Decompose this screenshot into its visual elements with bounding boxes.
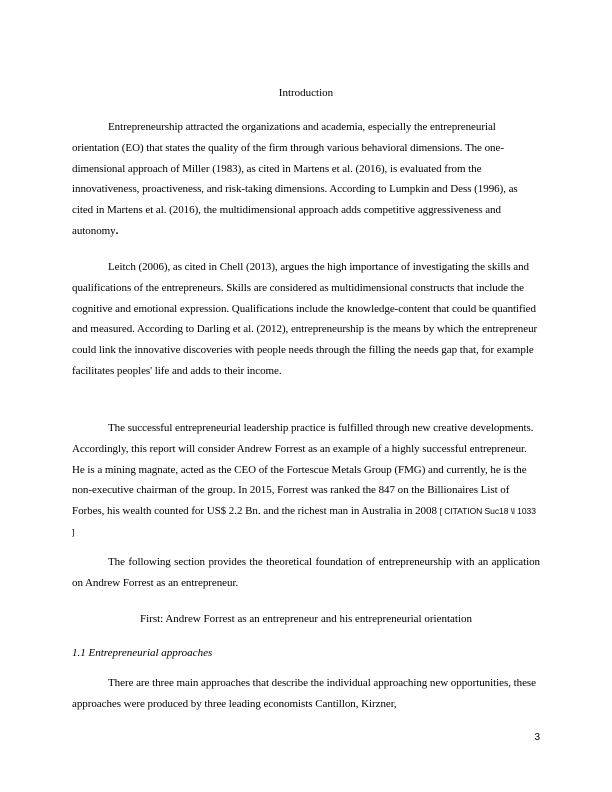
subheading-first: First: Andrew Forrest as an entrepreneur and his entrepreneurial orientation xyxy=(139,613,473,625)
paragraph-following-section-text: The following section provides the theoretical foundation of entrepreneurship with an application on Andrew Forrest as an entrepreneur. xyxy=(72,556,540,589)
paragraph-entrepreneurship-period: . xyxy=(115,224,119,237)
citation-field[interactable]: [ CITATION Suc18 \l 1033 ] xyxy=(72,506,536,537)
paragraph-forrest-text: The successful entrepreneurial leadership practice is fulfilled through new creative developments. Accordingly, this report will consider Andrew Forrest as an example of a highly successful entrepreneur. He is a mining magnate, acted as the CEO of the Fortescue Metals Group (FMG) and currently, he is the non-executive chairman of the group. In 2015, Forrest was ranked the 847 on the Billionaires List of Forbes, his wealth counted for US$ 2.2 Bn. and the richest man in Australia in 2008 xyxy=(72,422,534,518)
paragraph-leitch xyxy=(72,257,540,382)
paragraph-entrepreneurship xyxy=(72,117,540,242)
paragraph-leitch-text: Leitch (2006), as cited in Chell (2013), argues the high importance of investigating the skills and qualifications of the entrepreneurs. Skills are considered as multidimensional constructs that include the cognitive and emotional expression. Qualifications include the knowledge-content that could be quantified and measured. According to Darling et al. (2012), entrepreneurship is the means by which the entrepreneur could link the innovative discoveries with people needs through the filling the needs gap that, for example facilitates peoples' life and adds to their income. xyxy=(72,261,538,377)
paragraph-approaches-text: There are three main approaches that describe the individual approaching new opportunities, these approaches were produced by three leading economists Cantillon, Kirzner, xyxy=(72,677,536,710)
paragraph-entrepreneurship-text: Entrepreneurship attracted the organizations and academia, especially the entrepreneurial orientation (EO) that states the quality of the firm through various behavioral dimensions. The one-dimensional approach of Miller (1983), as cited in Martens et al. (2016), is evaluated from the innovativeness, proactiveness, and risk-taking dimensions. According to Lumpkin and Dess (1996), as cited in Martens et al. (2016), the multidimensional approach adds competitive aggressiveness and autonomy xyxy=(72,121,518,237)
page-number: 3 xyxy=(534,732,540,743)
paragraph-following-section xyxy=(72,552,540,594)
paragraph-approaches xyxy=(72,673,540,715)
subheading-entrepreneurial-approaches: 1.1 Entrepreneurial approaches xyxy=(72,647,213,659)
paragraph-forrest xyxy=(72,418,540,545)
section-title: Introduction xyxy=(278,87,334,99)
